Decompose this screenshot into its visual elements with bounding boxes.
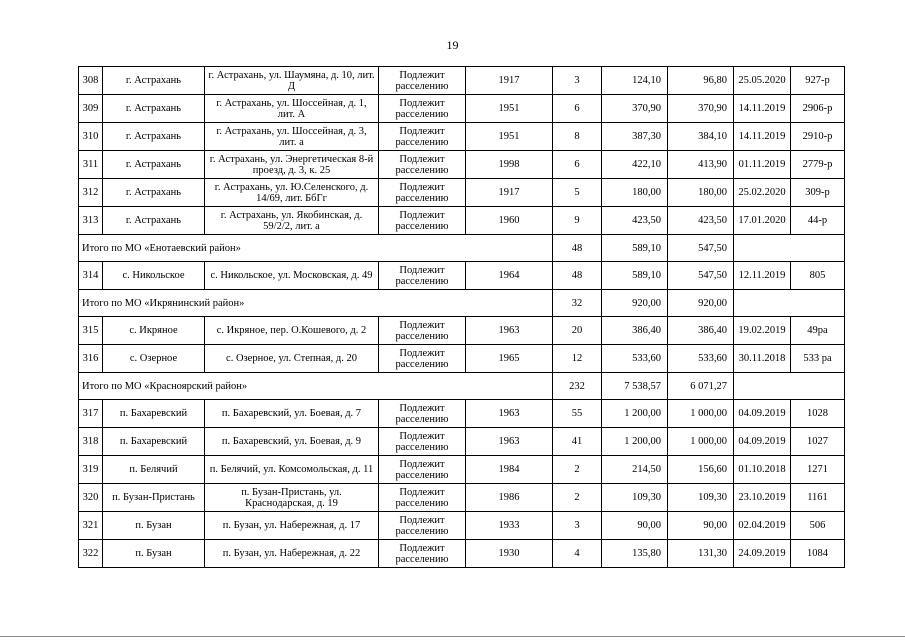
area-living-cell: 180,00 xyxy=(668,179,734,207)
status-cell: Подлежит расселению xyxy=(379,179,466,207)
address-cell: г. Астрахань, ул. Ю.Селенского, д. 14/69, лит. БбГг xyxy=(205,179,379,207)
year-cell: 1951 xyxy=(466,123,553,151)
year-cell: 1964 xyxy=(466,262,553,290)
area-living-cell: 96,80 xyxy=(668,67,734,95)
row-number-cell: 316 xyxy=(79,345,103,373)
row-number-cell: 318 xyxy=(79,428,103,456)
row-number-cell: 310 xyxy=(79,123,103,151)
summary-label-cell: Итого по МО «Енотаевский район» xyxy=(79,235,553,262)
year-cell: 1963 xyxy=(466,317,553,345)
status-cell: Подлежит расселению xyxy=(379,262,466,290)
residents-cell: 20 xyxy=(553,317,602,345)
row-number-cell: 308 xyxy=(79,67,103,95)
residents-cell: 48 xyxy=(553,262,602,290)
status-cell: Подлежит расселению xyxy=(379,207,466,235)
residents-cell: 32 xyxy=(553,290,602,317)
document-cell: 44-р xyxy=(791,207,845,235)
summary-row xyxy=(79,290,845,317)
date-cell: 04.09.2019 xyxy=(734,428,791,456)
area-living-cell: 131,30 xyxy=(668,540,734,568)
date-cell: 04.09.2019 xyxy=(734,400,791,428)
area-total-cell: 423,50 xyxy=(602,207,668,235)
area-total-cell: 135,80 xyxy=(602,540,668,568)
residents-cell: 9 xyxy=(553,207,602,235)
address-cell: с. Никольское, ул. Московская, д. 49 xyxy=(205,262,379,290)
document-cell: 2906-р xyxy=(791,95,845,123)
settlement-cell: г. Астрахань xyxy=(103,95,205,123)
area-total-cell: 589,10 xyxy=(602,262,668,290)
area-total-cell: 422,10 xyxy=(602,151,668,179)
area-total-cell: 90,00 xyxy=(602,512,668,540)
summary-label-cell: Итого по МО «Красноярский район» xyxy=(79,373,553,400)
table-row xyxy=(79,207,845,235)
date-cell: 24.09.2019 xyxy=(734,540,791,568)
settlement-cell: п. Бахаревский xyxy=(103,428,205,456)
document-cell: 1028 xyxy=(791,400,845,428)
document-cell: 1161 xyxy=(791,484,845,512)
settlement-cell: г. Астрахань xyxy=(103,179,205,207)
address-cell: с. Икряное, пер. О.Кошевого, д. 2 xyxy=(205,317,379,345)
row-number-cell: 315 xyxy=(79,317,103,345)
year-cell: 1984 xyxy=(466,456,553,484)
settlement-cell: г. Астрахань xyxy=(103,67,205,95)
year-cell: 1917 xyxy=(466,67,553,95)
document-cell: 1027 xyxy=(791,428,845,456)
empty-cell xyxy=(734,290,845,317)
settlement-cell: п. Бахаревский xyxy=(103,400,205,428)
address-cell: п. Бузан, ул. Набережная, д. 17 xyxy=(205,512,379,540)
row-number-cell: 319 xyxy=(79,456,103,484)
year-cell: 1917 xyxy=(466,179,553,207)
residents-cell: 2 xyxy=(553,484,602,512)
residents-cell: 48 xyxy=(553,235,602,262)
year-cell: 1930 xyxy=(466,540,553,568)
row-number-cell: 322 xyxy=(79,540,103,568)
housing-register-table xyxy=(78,66,845,568)
area-total-cell: 533,60 xyxy=(602,345,668,373)
status-cell: Подлежит расселению xyxy=(379,512,466,540)
area-total-cell: 214,50 xyxy=(602,456,668,484)
area-living-cell: 547,50 xyxy=(668,262,734,290)
address-cell: г. Астрахань, ул. Шаумяна, д. 10, лит. Д xyxy=(205,67,379,95)
table-row xyxy=(79,540,845,568)
table-row xyxy=(79,345,845,373)
table-row xyxy=(79,67,845,95)
area-total-cell: 1 200,00 xyxy=(602,428,668,456)
residents-cell: 41 xyxy=(553,428,602,456)
summary-label-cell: Итого по МО «Икрянинский район» xyxy=(79,290,553,317)
table-row xyxy=(79,484,845,512)
status-cell: Подлежит расселению xyxy=(379,484,466,512)
area-living-cell: 109,30 xyxy=(668,484,734,512)
table-row xyxy=(79,317,845,345)
area-living-cell: 423,50 xyxy=(668,207,734,235)
document-cell: 927-р xyxy=(791,67,845,95)
year-cell: 1998 xyxy=(466,151,553,179)
date-cell: 17.01.2020 xyxy=(734,207,791,235)
residents-cell: 2 xyxy=(553,456,602,484)
address-cell: г. Астрахань, ул. Шоссейная, д. 1, лит. А xyxy=(205,95,379,123)
area-total-cell: 180,00 xyxy=(602,179,668,207)
address-cell: г. Астрахань, ул. Энергетическая 8-й проезд, д. 3, к. 25 xyxy=(205,151,379,179)
area-living-cell: 156,60 xyxy=(668,456,734,484)
settlement-cell: п. Бузан xyxy=(103,512,205,540)
area-living-cell: 413,90 xyxy=(668,151,734,179)
settlement-cell: г. Астрахань xyxy=(103,207,205,235)
settlement-cell: с. Никольское xyxy=(103,262,205,290)
year-cell: 1933 xyxy=(466,512,553,540)
address-cell: п. Бахаревский, ул. Боевая, д. 7 xyxy=(205,400,379,428)
address-cell: п. Бузан, ул. Набережная, д. 22 xyxy=(205,540,379,568)
residents-cell: 6 xyxy=(553,95,602,123)
residents-cell: 55 xyxy=(553,400,602,428)
area-total-cell: 1 200,00 xyxy=(602,400,668,428)
area-living-cell: 370,90 xyxy=(668,95,734,123)
status-cell: Подлежит расселению xyxy=(379,95,466,123)
status-cell: Подлежит расселению xyxy=(379,456,466,484)
residents-cell: 232 xyxy=(553,373,602,400)
table-row xyxy=(79,456,845,484)
address-cell: п. Бахаревский, ул. Боевая, д. 9 xyxy=(205,428,379,456)
status-cell: Подлежит расселению xyxy=(379,540,466,568)
page-number: 19 xyxy=(446,38,459,52)
date-cell: 25.05.2020 xyxy=(734,67,791,95)
summary-row xyxy=(79,235,845,262)
area-total-cell: 7 538,57 xyxy=(602,373,668,400)
document-cell: 1084 xyxy=(791,540,845,568)
document-cell: 805 xyxy=(791,262,845,290)
settlement-cell: п. Бузан-Пристань xyxy=(103,484,205,512)
document-cell: 533 ра xyxy=(791,345,845,373)
table-row xyxy=(79,179,845,207)
area-total-cell: 387,30 xyxy=(602,123,668,151)
date-cell: 01.11.2019 xyxy=(734,151,791,179)
address-cell: п. Белячий, ул. Комсомольская, д. 11 xyxy=(205,456,379,484)
date-cell: 23.10.2019 xyxy=(734,484,791,512)
date-cell: 30.11.2018 xyxy=(734,345,791,373)
settlement-cell: г. Астрахань xyxy=(103,151,205,179)
document-cell: 506 xyxy=(791,512,845,540)
summary-row xyxy=(79,373,845,400)
area-total-cell: 386,40 xyxy=(602,317,668,345)
area-living-cell: 920,00 xyxy=(668,290,734,317)
status-cell: Подлежит расселению xyxy=(379,317,466,345)
address-cell: г. Астрахань, ул. Шоссейная, д. 3, лит. а xyxy=(205,123,379,151)
settlement-cell: с. Озерное xyxy=(103,345,205,373)
residents-cell: 12 xyxy=(553,345,602,373)
residents-cell: 5 xyxy=(553,179,602,207)
table-row xyxy=(79,95,845,123)
area-living-cell: 1 000,00 xyxy=(668,400,734,428)
address-cell: с. Озерное, ул. Степная, д. 20 xyxy=(205,345,379,373)
area-total-cell: 124,10 xyxy=(602,67,668,95)
area-total-cell: 920,00 xyxy=(602,290,668,317)
settlement-cell: г. Астрахань xyxy=(103,123,205,151)
area-living-cell: 90,00 xyxy=(668,512,734,540)
date-cell: 19.02.2019 xyxy=(734,317,791,345)
status-cell: Подлежит расселению xyxy=(379,428,466,456)
row-number-cell: 321 xyxy=(79,512,103,540)
residents-cell: 4 xyxy=(553,540,602,568)
table-row xyxy=(79,151,845,179)
row-number-cell: 311 xyxy=(79,151,103,179)
status-cell: Подлежит расселению xyxy=(379,123,466,151)
row-number-cell: 309 xyxy=(79,95,103,123)
area-total-cell: 589,10 xyxy=(602,235,668,262)
page-bottom-rule xyxy=(0,636,905,637)
row-number-cell: 320 xyxy=(79,484,103,512)
table-row xyxy=(79,428,845,456)
row-number-cell: 313 xyxy=(79,207,103,235)
document-cell: 2910-р xyxy=(791,123,845,151)
year-cell: 1965 xyxy=(466,345,553,373)
status-cell: Подлежит расселению xyxy=(379,400,466,428)
row-number-cell: 314 xyxy=(79,262,103,290)
year-cell: 1960 xyxy=(466,207,553,235)
year-cell: 1986 xyxy=(466,484,553,512)
row-number-cell: 317 xyxy=(79,400,103,428)
settlement-cell: с. Икряное xyxy=(103,317,205,345)
residents-cell: 6 xyxy=(553,151,602,179)
year-cell: 1963 xyxy=(466,428,553,456)
residents-cell: 8 xyxy=(553,123,602,151)
area-living-cell: 6 071,27 xyxy=(668,373,734,400)
area-living-cell: 533,60 xyxy=(668,345,734,373)
document-cell: 309-р xyxy=(791,179,845,207)
empty-cell xyxy=(734,373,845,400)
area-living-cell: 547,50 xyxy=(668,235,734,262)
table-row xyxy=(79,400,845,428)
table-row xyxy=(79,262,845,290)
document-cell: 1271 xyxy=(791,456,845,484)
date-cell: 14.11.2019 xyxy=(734,95,791,123)
area-living-cell: 1 000,00 xyxy=(668,428,734,456)
year-cell: 1951 xyxy=(466,95,553,123)
settlement-cell: п. Белячий xyxy=(103,456,205,484)
status-cell: Подлежит расселению xyxy=(379,151,466,179)
address-cell: п. Бузан-Пристань, ул. Краснодарская, д. 19 xyxy=(205,484,379,512)
table-row xyxy=(79,123,845,151)
document-cell: 49ра xyxy=(791,317,845,345)
row-number-cell: 312 xyxy=(79,179,103,207)
area-total-cell: 370,90 xyxy=(602,95,668,123)
settlement-cell: п. Бузан xyxy=(103,540,205,568)
address-cell: г. Астрахань, ул. Якобинская, д. 59/2/2, лит. а xyxy=(205,207,379,235)
table-row xyxy=(79,512,845,540)
date-cell: 12.11.2019 xyxy=(734,262,791,290)
area-living-cell: 386,40 xyxy=(668,317,734,345)
status-cell: Подлежит расселению xyxy=(379,345,466,373)
document-cell: 2779-р xyxy=(791,151,845,179)
status-cell: Подлежит расселению xyxy=(379,67,466,95)
year-cell: 1963 xyxy=(466,400,553,428)
residents-cell: 3 xyxy=(553,512,602,540)
date-cell: 01.10.2018 xyxy=(734,456,791,484)
date-cell: 14.11.2019 xyxy=(734,123,791,151)
area-living-cell: 384,10 xyxy=(668,123,734,151)
date-cell: 02.04.2019 xyxy=(734,512,791,540)
empty-cell xyxy=(734,235,845,262)
area-total-cell: 109,30 xyxy=(602,484,668,512)
date-cell: 25.02.2020 xyxy=(734,179,791,207)
residents-cell: 3 xyxy=(553,67,602,95)
